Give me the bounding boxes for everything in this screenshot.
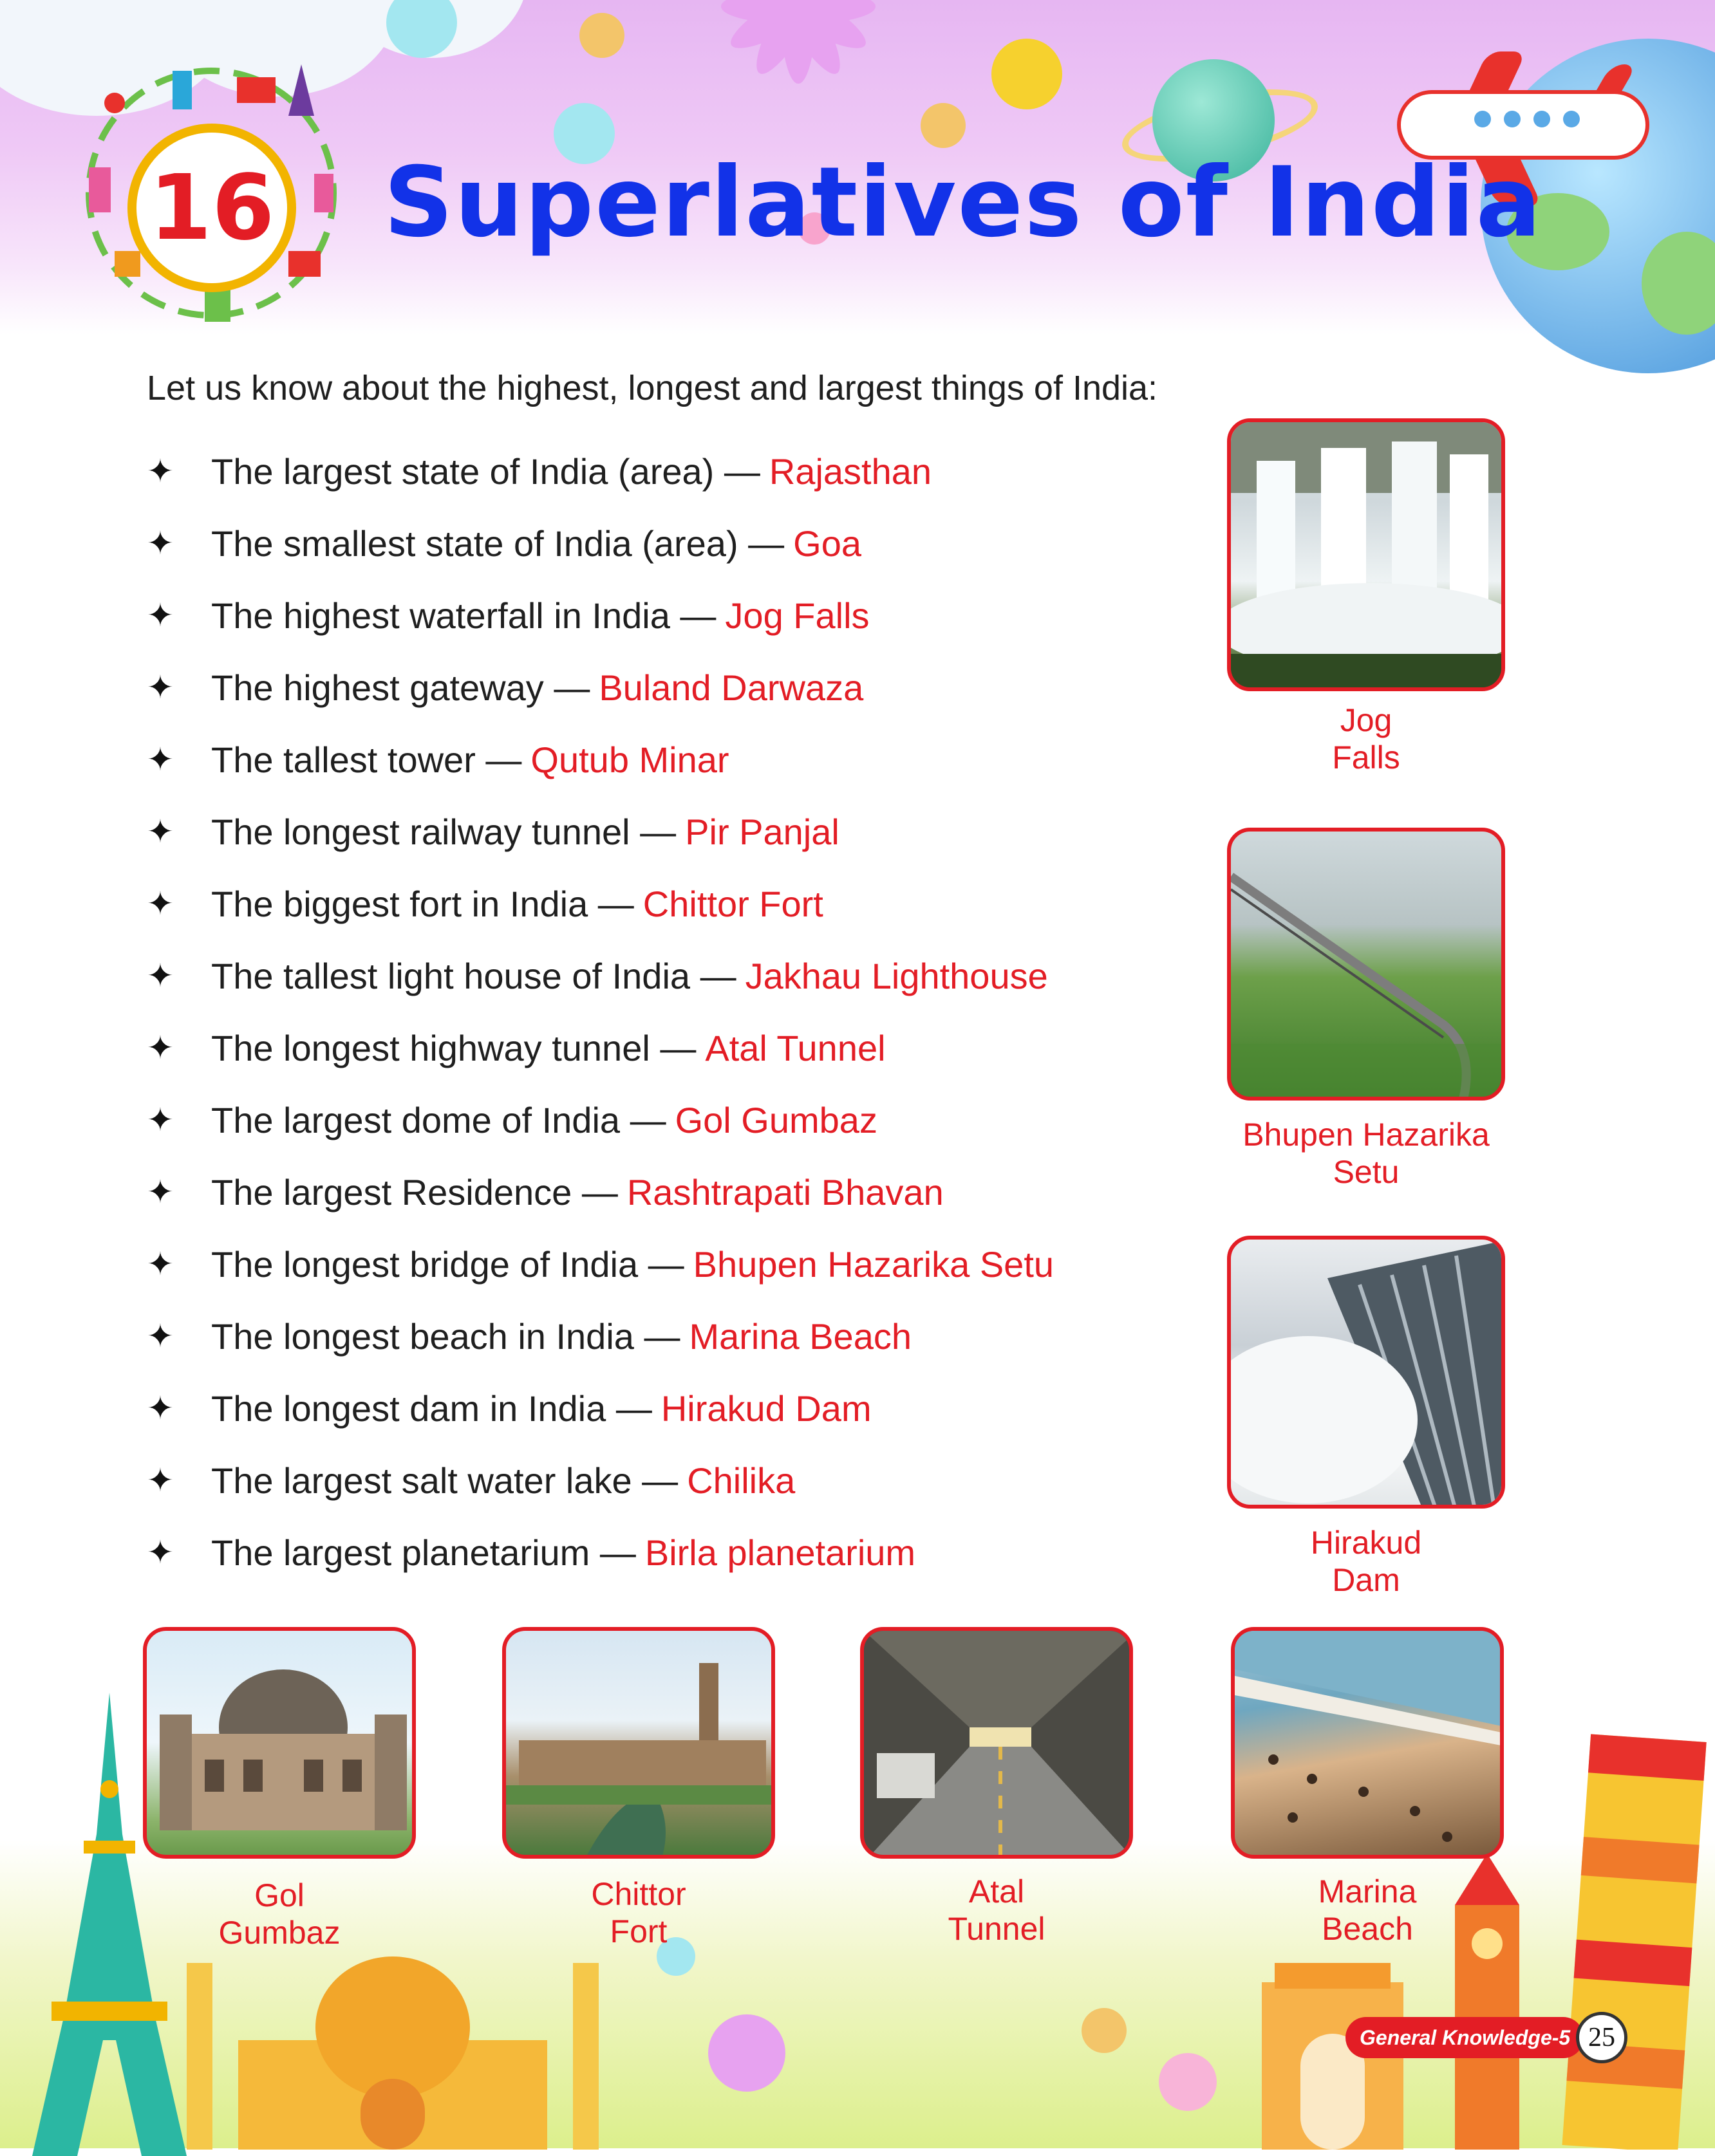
fact-text: The tallest tower —	[211, 739, 522, 780]
caption-atal-tunnel	[868, 1873, 1125, 1947]
list-item	[147, 579, 1054, 651]
bubble	[991, 39, 1062, 109]
list-item	[147, 795, 1054, 868]
caption-line: Marina	[1318, 1873, 1417, 1910]
star-bullet-icon: ✦	[147, 597, 174, 633]
bubble	[921, 103, 966, 148]
star-bullet-icon: ✦	[147, 525, 174, 561]
caption-line: Falls	[1332, 739, 1400, 776]
bubble	[1159, 2053, 1217, 2111]
airplane-window	[1563, 111, 1580, 127]
caption-line: Setu	[1333, 1154, 1400, 1190]
list-item	[147, 868, 1054, 940]
fact-answer: Chittor Fort	[642, 883, 823, 924]
star-bullet-icon: ✦	[147, 1246, 174, 1282]
bubble	[708, 2014, 785, 2092]
list-item	[147, 435, 1054, 507]
tunnel-image	[864, 1631, 1133, 1859]
fact-text: The smallest state of India (area) —	[211, 523, 785, 564]
fact-text: The longest bridge of India —	[211, 1243, 684, 1285]
caption-jog-falls	[1259, 702, 1473, 776]
leaning-tower-icon	[1558, 1712, 1712, 2150]
star-bullet-icon: ✦	[147, 1174, 174, 1210]
list-item	[147, 1012, 1054, 1084]
fact-answer: Bhupen Hazarika Setu	[693, 1243, 1054, 1285]
caption-line: Tunnel	[948, 1911, 1045, 1947]
caption-hirakud-dam	[1259, 1524, 1473, 1599]
page-number: 25	[1576, 2012, 1627, 2063]
caption-line: Dam	[1332, 1562, 1400, 1598]
caption-line: Gol	[254, 1877, 305, 1913]
star-bullet-icon: ✦	[147, 958, 174, 994]
atal-tunnel-photo	[860, 1627, 1133, 1859]
list-item	[147, 1084, 1054, 1156]
fact-answer: Goa	[793, 523, 862, 564]
star-bullet-icon: ✦	[147, 1318, 174, 1354]
list-item	[147, 1444, 1054, 1516]
caption-line: Gumbaz	[218, 1915, 341, 1951]
fact-answer: Hirakud Dam	[661, 1388, 872, 1429]
star-bullet-icon: ✦	[147, 741, 174, 777]
star-bullet-icon: ✦	[147, 1390, 174, 1426]
fact-text: The largest salt water lake —	[211, 1460, 679, 1501]
globe-land	[1642, 232, 1715, 335]
caption-line: Fort	[610, 1913, 668, 1949]
fact-answer: Rajasthan	[769, 451, 932, 492]
fact-text: The highest gateway —	[211, 667, 590, 708]
hirakud-dam-photo	[1227, 1236, 1505, 1509]
page-title: Superlatives of India	[384, 147, 1542, 259]
fort-image	[506, 1631, 775, 1859]
chapter-number-badge	[127, 124, 296, 292]
list-item	[147, 1516, 1054, 1588]
airplane-window	[1504, 111, 1521, 127]
fact-answer: Rashtrapati Bhavan	[626, 1171, 944, 1213]
bubble	[579, 13, 624, 58]
fact-answer: Birla planetarium	[644, 1532, 916, 1573]
fact-text: The longest highway tunnel —	[211, 1027, 697, 1068]
airplane-window	[1474, 111, 1491, 127]
facts-list	[147, 435, 1054, 1588]
list-item	[147, 940, 1054, 1012]
fact-text: The longest dam in India —	[211, 1388, 652, 1429]
caption-line: Jog	[1340, 702, 1392, 738]
fact-answer: Atal Tunnel	[705, 1027, 886, 1068]
list-item	[147, 723, 1054, 795]
waterfall-image	[1231, 422, 1505, 691]
taj-mahal-icon	[187, 1937, 599, 2150]
caption-marina-beach	[1239, 1873, 1496, 1947]
fact-answer: Jakhau Lighthouse	[745, 955, 1048, 996]
fact-text: The highest waterfall in India —	[211, 595, 717, 636]
dam-image	[1231, 1240, 1505, 1509]
caption-gol-gumbaz	[151, 1877, 408, 1951]
gol-gumbaz-photo	[143, 1627, 416, 1859]
jog-falls-photo	[1227, 418, 1505, 691]
list-item	[147, 507, 1054, 579]
caption-line: Beach	[1322, 1911, 1413, 1947]
fact-text: The longest railway tunnel —	[211, 811, 677, 852]
fact-answer: Buland Darwaza	[599, 667, 864, 708]
fact-text: The biggest fort in India —	[211, 883, 634, 924]
caption-line: Chittor	[591, 1876, 686, 1912]
list-item	[147, 1300, 1054, 1372]
fact-answer: Jog Falls	[725, 595, 870, 636]
fact-answer: Chilika	[687, 1460, 796, 1501]
list-item	[147, 1228, 1054, 1300]
caption-chittor-fort	[510, 1875, 767, 1950]
footer-book-label	[1345, 2017, 1584, 2058]
fact-text: The largest dome of India —	[211, 1099, 666, 1140]
bubble	[1082, 2008, 1127, 2053]
star-bullet-icon: ✦	[147, 1462, 174, 1498]
list-item	[147, 651, 1054, 723]
fact-answer: Pir Panjal	[685, 811, 839, 852]
fact-answer: Gol Gumbaz	[675, 1099, 877, 1140]
fact-text: The largest planetarium —	[211, 1532, 636, 1573]
star-bullet-icon: ✦	[147, 813, 174, 850]
caption-line: Atal	[968, 1873, 1025, 1910]
caption-bhupen-setu	[1221, 1116, 1512, 1191]
bhupen-setu-photo	[1227, 828, 1505, 1101]
fact-text: The largest state of India (area) —	[211, 451, 760, 492]
book-title: General Knowledge-5	[1360, 2025, 1571, 2049]
caption-line: Hirakud	[1310, 1525, 1422, 1561]
caption-line: Bhupen Hazarika	[1242, 1117, 1490, 1153]
dome-image	[147, 1631, 416, 1859]
fact-answer: Marina Beach	[689, 1315, 912, 1357]
list-item	[147, 1156, 1054, 1228]
fact-text: The longest beach in India —	[211, 1315, 680, 1357]
star-bullet-icon: ✦	[147, 1030, 174, 1066]
chapter-number: 16	[149, 155, 275, 261]
star-bullet-icon: ✦	[147, 1534, 174, 1570]
star-bullet-icon: ✦	[147, 453, 174, 489]
flower-burst-icon	[663, 0, 933, 116]
chittor-fort-photo	[502, 1627, 775, 1859]
fact-text: The largest Residence —	[211, 1171, 618, 1213]
airplane-window	[1533, 111, 1550, 127]
star-bullet-icon: ✦	[147, 886, 174, 922]
fact-answer: Qutub Minar	[530, 739, 729, 780]
bridge-image	[1231, 832, 1505, 1101]
header-banner	[0, 0, 1715, 335]
star-bullet-icon: ✦	[147, 1102, 174, 1138]
star-bullet-icon: ✦	[147, 669, 174, 705]
fact-text: The tallest light house of India —	[211, 955, 736, 996]
marina-beach-photo	[1231, 1627, 1504, 1859]
list-item	[147, 1372, 1054, 1444]
intro-text: Let us know about the highest, longest and largest things of India:	[147, 369, 1158, 407]
beach-image	[1235, 1631, 1504, 1859]
